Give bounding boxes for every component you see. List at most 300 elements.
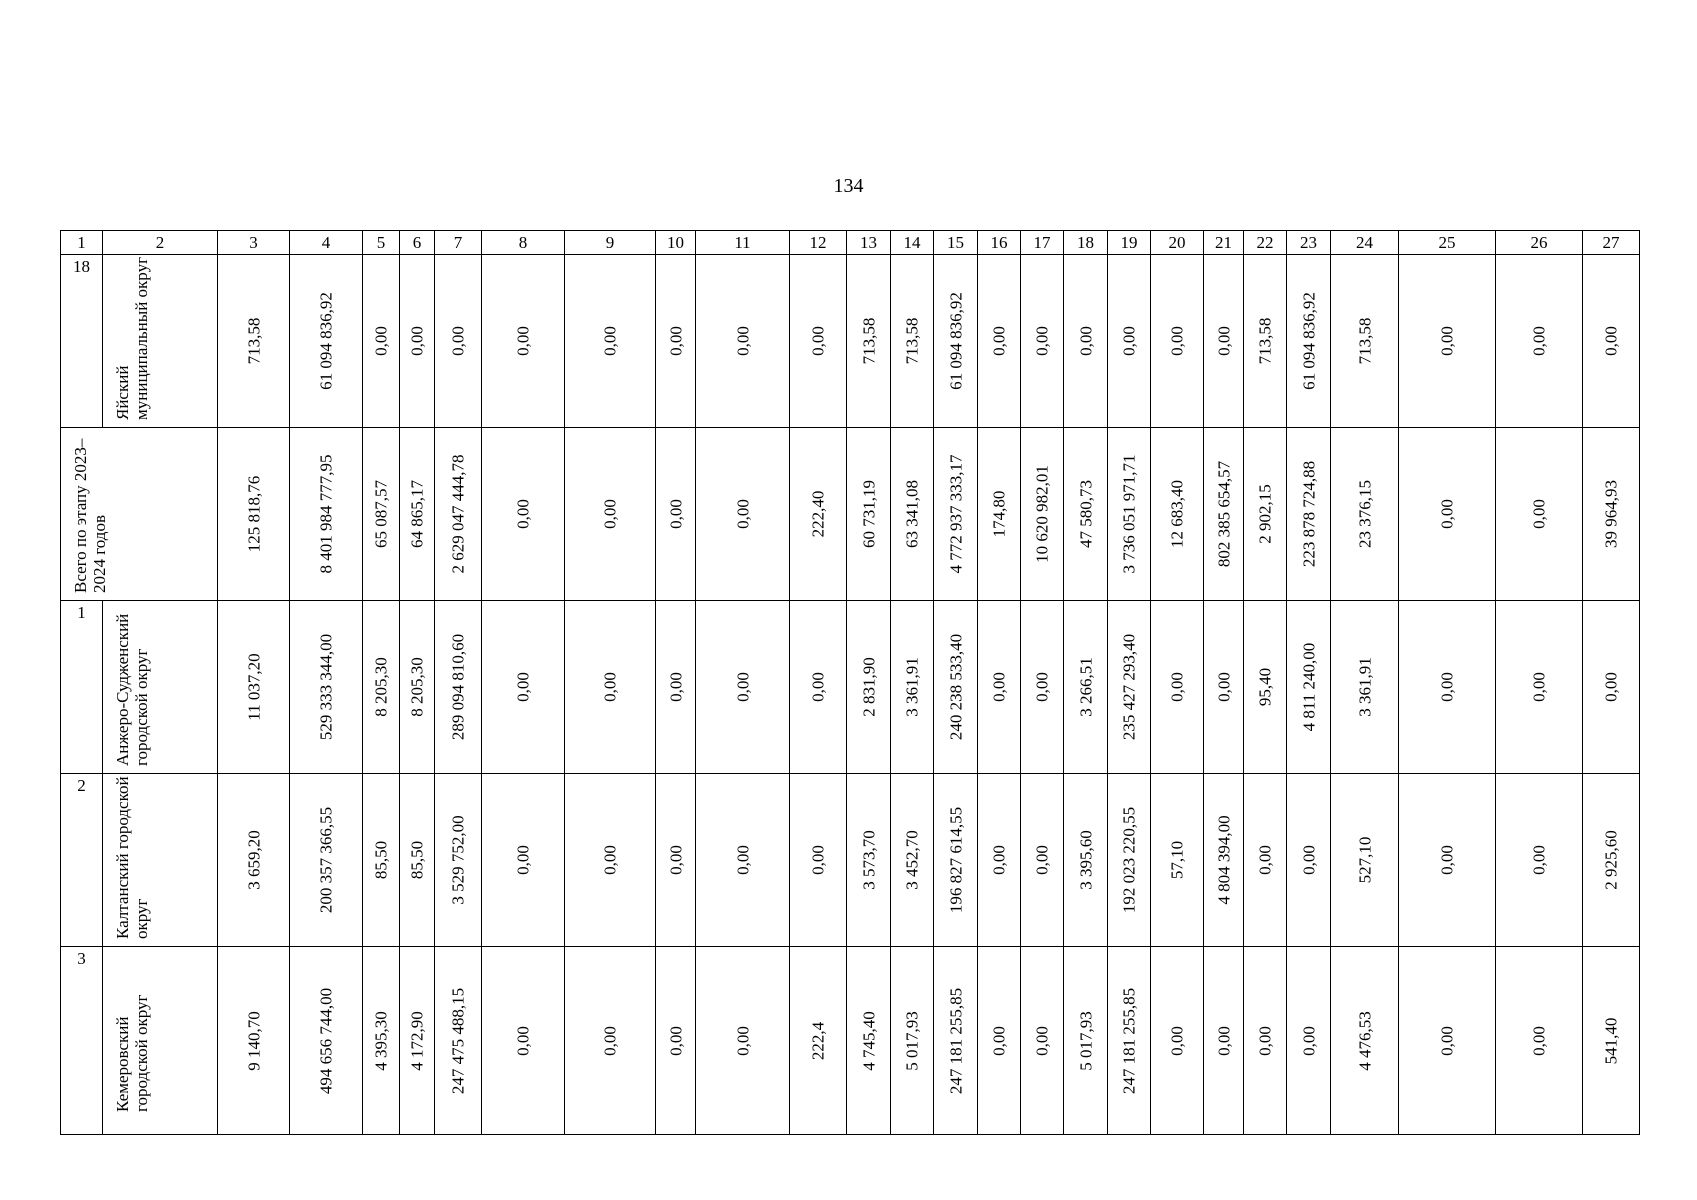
- table-cell: [400, 428, 435, 601]
- table-cell: [934, 428, 978, 601]
- row-number-cell: [61, 774, 103, 947]
- table-cell: [565, 428, 656, 601]
- table-cell: [1204, 601, 1244, 774]
- cell-value: 0,00: [1529, 499, 1549, 529]
- table-cell: [400, 255, 435, 428]
- table-cell: [696, 601, 790, 774]
- cell-value: 713,58: [244, 317, 263, 365]
- table-cell: [482, 774, 565, 947]
- cell-value: 61 094 836,92: [316, 292, 336, 390]
- table-cell: [1287, 774, 1331, 947]
- column-header: 10: [656, 231, 696, 255]
- table-cell: [1021, 601, 1064, 774]
- table-cell: [1151, 255, 1204, 428]
- table-cell: [1108, 774, 1151, 947]
- column-header: 9: [565, 231, 656, 255]
- table-cell: [847, 774, 891, 947]
- row-name: Калтанский городской округ: [113, 776, 151, 939]
- column-header: 22: [1244, 231, 1287, 255]
- cell-value: 0,00: [1167, 672, 1187, 702]
- cell-value: 85,50: [407, 840, 427, 880]
- table-cell: [1244, 774, 1287, 947]
- table-cell: [1496, 947, 1583, 1135]
- column-header: 18: [1064, 231, 1108, 255]
- table-cell: [565, 601, 656, 774]
- cell-value: 0,00: [371, 326, 391, 356]
- cell-value: 0,00: [513, 845, 533, 875]
- row-number: 1: [77, 603, 86, 622]
- cell-value: 8 205,30: [407, 657, 427, 717]
- table-cell: [1399, 601, 1496, 774]
- row-name-cell: [61, 428, 218, 601]
- table-cell: [1151, 947, 1204, 1135]
- cell-value: 47 580,73: [1076, 480, 1095, 548]
- table-cell: [218, 601, 290, 774]
- table-cell: [934, 255, 978, 428]
- column-header: 5: [363, 231, 400, 255]
- cell-value: 713,58: [1355, 317, 1374, 365]
- table-cell: [978, 774, 1021, 947]
- table-cell: [290, 601, 363, 774]
- cell-value: 61 094 836,92: [946, 292, 965, 390]
- cell-value: 0,00: [600, 1025, 620, 1056]
- cell-value: 0,00: [1032, 1025, 1052, 1056]
- cell-value: 5 017,93: [902, 1010, 922, 1071]
- cell-value: 0,00: [1214, 672, 1233, 702]
- table-cell: [891, 428, 934, 601]
- cell-value: 0,00: [448, 326, 468, 356]
- table-cell: [1151, 774, 1204, 947]
- table-cell: [1496, 774, 1583, 947]
- column-header: 11: [696, 231, 790, 255]
- table-cell: [482, 601, 565, 774]
- cell-value: 4 745,40: [859, 1010, 878, 1071]
- cell-value: 0,00: [1032, 845, 1052, 875]
- table-cell: [1583, 774, 1640, 947]
- column-header: 15: [934, 231, 978, 255]
- table-cell: [790, 601, 847, 774]
- table-cell: [218, 255, 290, 428]
- column-header: 25: [1399, 231, 1496, 255]
- cell-value: 4 772 937 333,17: [946, 454, 965, 574]
- table-cell: [435, 255, 482, 428]
- column-header: 13: [847, 231, 891, 255]
- cell-value: 3 452,70: [902, 830, 922, 890]
- cell-value: 0,00: [1255, 1025, 1275, 1056]
- column-header: 24: [1331, 231, 1399, 255]
- row-name-cell: [103, 774, 218, 947]
- cell-value: 223 878 724,88: [1299, 460, 1318, 568]
- cell-value: 0,00: [513, 499, 533, 529]
- column-header: 8: [482, 231, 565, 255]
- cell-value: 4 804 394,00: [1214, 815, 1233, 905]
- cell-value: 0,00: [989, 1025, 1009, 1056]
- table-cell: [656, 255, 696, 428]
- table-cell: [978, 947, 1021, 1135]
- cell-value: 95,40: [1255, 667, 1275, 707]
- table-cell: [1331, 428, 1399, 601]
- table-cell: [978, 255, 1021, 428]
- cell-value: 2 831,90: [859, 657, 878, 717]
- table-cell: [790, 774, 847, 947]
- table-cell: [1399, 947, 1496, 1135]
- column-header: 1: [61, 231, 103, 255]
- table-cell: [1496, 428, 1583, 601]
- cell-value: 222,40: [808, 490, 828, 538]
- cell-value: 4 172,90: [407, 1010, 427, 1071]
- table-cell: [1108, 428, 1151, 601]
- table-cell: [1204, 774, 1244, 947]
- cell-value: 0,00: [666, 1025, 685, 1056]
- cell-value: 2 902,15: [1255, 484, 1275, 544]
- cell-value: 0,00: [666, 845, 685, 875]
- cell-value: 0,00: [666, 326, 685, 356]
- table-cell: [290, 255, 363, 428]
- table-cell: [1496, 601, 1583, 774]
- table-cell: [565, 255, 656, 428]
- cell-value: 527,10: [1355, 836, 1374, 884]
- table-cell: [847, 428, 891, 601]
- table-cell: [482, 428, 565, 601]
- cell-value: 0,00: [808, 845, 828, 875]
- cell-value: 289 094 810,60: [448, 633, 468, 741]
- table-cell: [1287, 947, 1331, 1135]
- table-cell: [1583, 428, 1640, 601]
- column-header: 14: [891, 231, 934, 255]
- column-header: 7: [435, 231, 482, 255]
- cell-value: 0,00: [513, 326, 533, 356]
- cell-value: 196 827 614,55: [946, 806, 965, 914]
- cell-value: 0,00: [600, 672, 620, 702]
- cell-value: 240 238 533,40: [946, 633, 965, 741]
- cell-value: 0,00: [1437, 672, 1457, 702]
- table-cell: [1108, 255, 1151, 428]
- cell-value: 3 736 051 971,71: [1119, 454, 1139, 574]
- row-number: 3: [77, 949, 86, 968]
- cell-value: 60 731,19: [859, 480, 878, 548]
- table-cell: [435, 601, 482, 774]
- cell-value: 39 964,93: [1601, 480, 1621, 548]
- cell-value: 235 427 293,40: [1119, 633, 1139, 741]
- cell-value: 10 620 982,01: [1032, 465, 1052, 563]
- cell-value: 3 659,20: [244, 830, 263, 890]
- cell-value: 0,00: [513, 1025, 533, 1056]
- cell-value: 3 266,51: [1076, 657, 1095, 717]
- row-number-cell: [61, 255, 103, 428]
- table-cell: [290, 947, 363, 1135]
- table-cell: [218, 428, 290, 601]
- cell-value: 0,00: [1076, 326, 1095, 356]
- table-cell: [1244, 947, 1287, 1135]
- table-cell: [1064, 774, 1108, 947]
- row-name-cell: [103, 601, 218, 774]
- table-cell: [1064, 947, 1108, 1135]
- cell-value: 0,00: [1437, 326, 1457, 356]
- table-cell: [934, 947, 978, 1135]
- cell-value: 3 361,91: [1355, 657, 1374, 717]
- row-name: Всего по этапу 2023–2024 годов: [71, 438, 109, 593]
- cell-value: 529 333 344,00: [316, 633, 336, 741]
- table-row: [61, 601, 1640, 774]
- table-cell: [363, 255, 400, 428]
- cell-value: 247 181 255,85: [1119, 987, 1139, 1094]
- cell-value: 0,00: [1601, 326, 1621, 356]
- table-header-row: [61, 231, 1640, 255]
- cell-value: 125 818,76: [244, 475, 263, 553]
- table-cell: [847, 601, 891, 774]
- cell-value: 0,00: [600, 499, 620, 529]
- cell-value: 494 656 744,00: [316, 987, 336, 1094]
- table-cell: [1151, 601, 1204, 774]
- cell-value: 8 401 984 777,95: [316, 454, 336, 574]
- cell-value: 0,00: [407, 326, 427, 356]
- cell-value: 0,00: [1167, 1025, 1187, 1056]
- table-cell: [790, 428, 847, 601]
- table-cell: [1583, 947, 1640, 1135]
- cell-value: 0,00: [808, 326, 828, 356]
- table-cell: [482, 255, 565, 428]
- column-header: 4: [290, 231, 363, 255]
- cell-value: 0,00: [1529, 672, 1549, 702]
- cell-value: 247 181 255,85: [946, 987, 965, 1094]
- table-cell: [1399, 428, 1496, 601]
- cell-value: 5 017,93: [1076, 1010, 1095, 1071]
- table-cell: [290, 428, 363, 601]
- column-header: 19: [1108, 231, 1151, 255]
- cell-value: 0,00: [1032, 672, 1052, 702]
- table-cell: [656, 601, 696, 774]
- row-name-cell: [103, 947, 218, 1135]
- table-cell: [1331, 601, 1399, 774]
- row-number-cell: [61, 947, 103, 1135]
- table-cell: [1021, 428, 1064, 601]
- table-cell: [435, 947, 482, 1135]
- table-cell: [1151, 428, 1204, 601]
- cell-value: 3 361,91: [902, 657, 922, 717]
- cell-value: 0,00: [1299, 1025, 1318, 1056]
- row-number: 2: [77, 776, 86, 795]
- table-cell: [696, 774, 790, 947]
- row-number: 18: [73, 257, 90, 276]
- table-cell: [565, 774, 656, 947]
- cell-value: 64 865,17: [407, 480, 427, 548]
- cell-value: 0,00: [1119, 326, 1139, 356]
- cell-value: 0,00: [733, 1025, 752, 1056]
- table-cell: [435, 774, 482, 947]
- cell-value: 0,00: [989, 326, 1009, 356]
- column-header: 23: [1287, 231, 1331, 255]
- table-cell: [656, 947, 696, 1135]
- cell-value: 8 205,30: [371, 657, 391, 717]
- cell-value: 802 385 654,57: [1214, 460, 1233, 568]
- cell-value: 0,00: [1299, 845, 1318, 875]
- cell-value: 23 376,15: [1355, 480, 1374, 548]
- table-cell: [1331, 255, 1399, 428]
- table-cell: [790, 255, 847, 428]
- table-cell: [218, 947, 290, 1135]
- table-cell: [218, 774, 290, 947]
- cell-value: 0,00: [1529, 1025, 1549, 1056]
- table-cell: [1583, 601, 1640, 774]
- column-header: 16: [978, 231, 1021, 255]
- cell-value: 3 395,60: [1076, 830, 1095, 890]
- cell-value: 63 341,08: [902, 480, 922, 548]
- table-cell: [696, 255, 790, 428]
- cell-value: 0,00: [989, 672, 1009, 702]
- cell-value: 0,00: [733, 499, 752, 529]
- cell-value: 0,00: [808, 672, 828, 702]
- table-cell: [1287, 255, 1331, 428]
- cell-value: 0,00: [666, 499, 685, 529]
- table-cell: [1204, 255, 1244, 428]
- table-cell: [1064, 255, 1108, 428]
- column-header: 12: [790, 231, 847, 255]
- table-cell: [1021, 774, 1064, 947]
- cell-value: 2 925,60: [1601, 830, 1621, 890]
- table-cell: [978, 601, 1021, 774]
- table-cell: [1496, 255, 1583, 428]
- table-cell: [363, 774, 400, 947]
- table-cell: [891, 947, 934, 1135]
- cell-value: 11 037,20: [244, 653, 263, 721]
- table-cell: [1064, 428, 1108, 601]
- column-header: 3: [218, 231, 290, 255]
- cell-value: 0,00: [733, 845, 752, 875]
- table-cell: [400, 601, 435, 774]
- table-cell: [1287, 601, 1331, 774]
- cell-value: 3 529 752,00: [448, 815, 468, 905]
- table-cell: [1399, 255, 1496, 428]
- column-header: 6: [400, 231, 435, 255]
- table-cell: [1399, 774, 1496, 947]
- cell-value: 4 476,53: [1355, 1010, 1374, 1071]
- table-cell: [363, 428, 400, 601]
- cell-value: 0,00: [1529, 326, 1549, 356]
- row-name: Яйский муниципальный округ: [113, 256, 151, 420]
- cell-value: 0,00: [1437, 499, 1457, 529]
- table-cell: [363, 601, 400, 774]
- table-cell: [1583, 255, 1640, 428]
- cell-value: 192 023 220,55: [1119, 806, 1139, 914]
- table-cell: [847, 255, 891, 428]
- cell-value: 0,00: [513, 672, 533, 702]
- table-cell: [1244, 601, 1287, 774]
- table-cell: [1204, 947, 1244, 1135]
- table-cell: [400, 947, 435, 1135]
- column-header: 17: [1021, 231, 1064, 255]
- cell-value: 57,10: [1167, 840, 1187, 880]
- table-cell: [696, 428, 790, 601]
- cell-value: 541,40: [1601, 1017, 1621, 1064]
- table-cell: [1244, 255, 1287, 428]
- table-cell: [891, 255, 934, 428]
- table-cell: [482, 947, 565, 1135]
- cell-value: 0,00: [1601, 672, 1621, 702]
- table-cell: [1064, 601, 1108, 774]
- cell-value: 65 087,57: [371, 480, 391, 548]
- cell-value: 2 629 047 444,78: [448, 454, 468, 574]
- cell-value: 12 683,40: [1167, 480, 1187, 548]
- table-row: [61, 428, 1640, 601]
- table-cell: [696, 947, 790, 1135]
- table-cell: [1331, 774, 1399, 947]
- cell-value: 3 573,70: [859, 830, 878, 890]
- table-cell: [400, 774, 435, 947]
- cell-value: 0,00: [1255, 845, 1275, 875]
- table-cell: [1287, 428, 1331, 601]
- cell-value: 0,00: [666, 672, 685, 702]
- table-row: [61, 947, 1640, 1135]
- page-number: 134: [833, 175, 864, 197]
- cell-value: 713,58: [859, 317, 878, 365]
- table-cell: [656, 428, 696, 601]
- table-row: [61, 774, 1640, 947]
- cell-value: 0,00: [1214, 326, 1233, 356]
- table-cell: [847, 947, 891, 1135]
- cell-value: 4 811 240,00: [1299, 642, 1318, 732]
- cell-value: 174,80: [989, 490, 1009, 538]
- cell-value: 0,00: [1167, 326, 1187, 356]
- table-cell: [1204, 428, 1244, 601]
- cell-value: 713,58: [902, 317, 922, 365]
- table-cell: [1108, 947, 1151, 1135]
- table-cell: [290, 774, 363, 947]
- cell-value: 713,58: [1255, 317, 1275, 365]
- row-number-cell: [61, 601, 103, 774]
- cell-value: 0,00: [1529, 845, 1549, 875]
- row-name: Анжеро-Судженский городской округ: [113, 613, 151, 766]
- cell-value: 0,00: [733, 672, 752, 702]
- cell-value: 4 395,30: [371, 1010, 391, 1071]
- table-cell: [435, 428, 482, 601]
- cell-value: 0,00: [733, 326, 752, 356]
- table-cell: [656, 774, 696, 947]
- table-cell: [1331, 947, 1399, 1135]
- cell-value: 247 475 488,15: [448, 987, 468, 1094]
- table-cell: [1021, 255, 1064, 428]
- cell-value: 0,00: [1437, 845, 1457, 875]
- column-header: 20: [1151, 231, 1204, 255]
- cell-value: 200 357 366,55: [316, 806, 336, 914]
- table-cell: [1108, 601, 1151, 774]
- column-header: 2: [103, 231, 218, 255]
- table-cell: [978, 428, 1021, 601]
- table-cell: [891, 601, 934, 774]
- table-cell: [363, 947, 400, 1135]
- data-table: [60, 230, 1640, 1135]
- cell-value: 61 094 836,92: [1299, 292, 1318, 390]
- table-cell: [1244, 428, 1287, 601]
- row-name: Кемеровский городской округ: [113, 994, 151, 1112]
- table-cell: [934, 774, 978, 947]
- table-cell: [790, 947, 847, 1135]
- table-cell: [565, 947, 656, 1135]
- cell-value: 222,4: [808, 1021, 828, 1060]
- column-header: 26: [1496, 231, 1583, 255]
- cell-value: 0,00: [1437, 1025, 1457, 1056]
- cell-value: 0,00: [1032, 326, 1052, 356]
- table-cell: [1021, 947, 1064, 1135]
- cell-value: 85,50: [371, 840, 391, 880]
- cell-value: 0,00: [600, 845, 620, 875]
- row-name-cell: [103, 255, 218, 428]
- table-row: [61, 255, 1640, 428]
- table-cell: [891, 774, 934, 947]
- cell-value: 9 140,70: [244, 1010, 263, 1071]
- cell-value: 0,00: [989, 845, 1009, 875]
- cell-value: 0,00: [600, 326, 620, 356]
- table-cell: [934, 601, 978, 774]
